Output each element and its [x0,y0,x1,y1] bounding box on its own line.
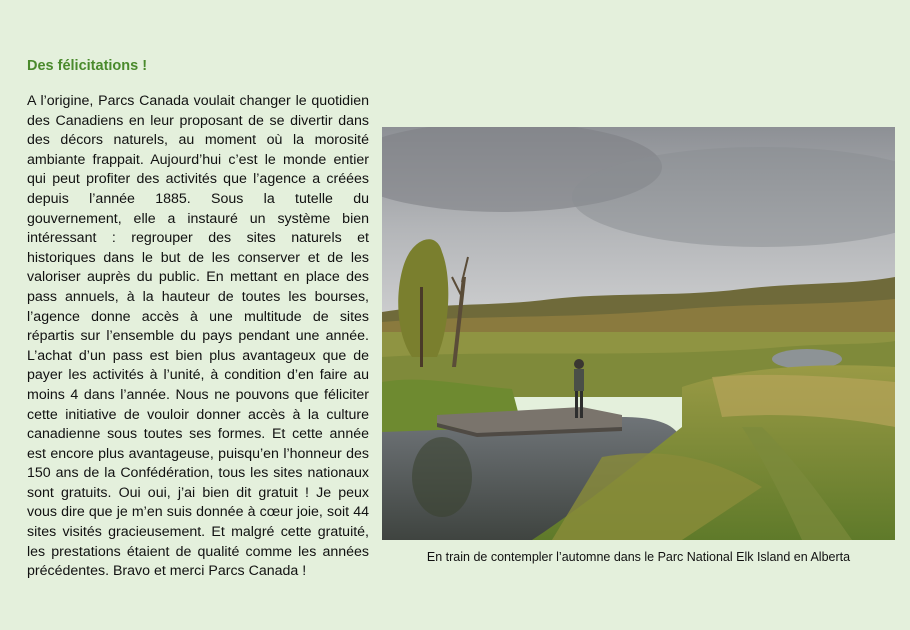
photo-caption: En train de contempler l’automne dans le Parc National Elk Island en Alberta [426,550,851,564]
landscape-photo [382,127,895,540]
article-body: A l’origine, Parcs Canada voulait changer le quotidien des Canadiens en leur proposant de se divertir dans des décors naturels, au moment où la morosité ambiante frappait. Aujourd’hui c’est le monde entier qui peut profiter des activités que l’agence a créées depuis l’année 1885. Sous la tutelle du gouvernement, elle a instauré un système bien intéressant : regrouper des sites naturels et historiques dans le but de les conserver et de les valoriser auprès du public. En mettant en place des pass annuels, à la hauteur de toutes les bourses, l’agence donne accès à une multitude de sites répartis sur l’ensemble du pays pendant une année. L’achat d’un pass est bien plus avantageux que de payer les activités à l’unité, à condition d’en faire au moins 4 dans l’année. Nous ne pouvons que féliciter cette initiative de vouloir donner accès à la culture canadienne sous toutes ses formes. Et cette année est encore plus avantageuse, puisqu’en l’honneur des 150 ans de la Confédération, tous les sites nationaux sont gratuits. Oui oui, j’ai bien dit gratuit ! Je peux vous dire que je m’en suis donnée à cœur joie, soit 44 sites visités gracieusement. Et malgré cette gratuité, les prestations étaient de qualité comme les années précédentes. Bravo et merci Parcs Canada ! [27,93,369,580]
article-heading: Des félicitations ! [27,58,148,74]
person [574,369,584,391]
